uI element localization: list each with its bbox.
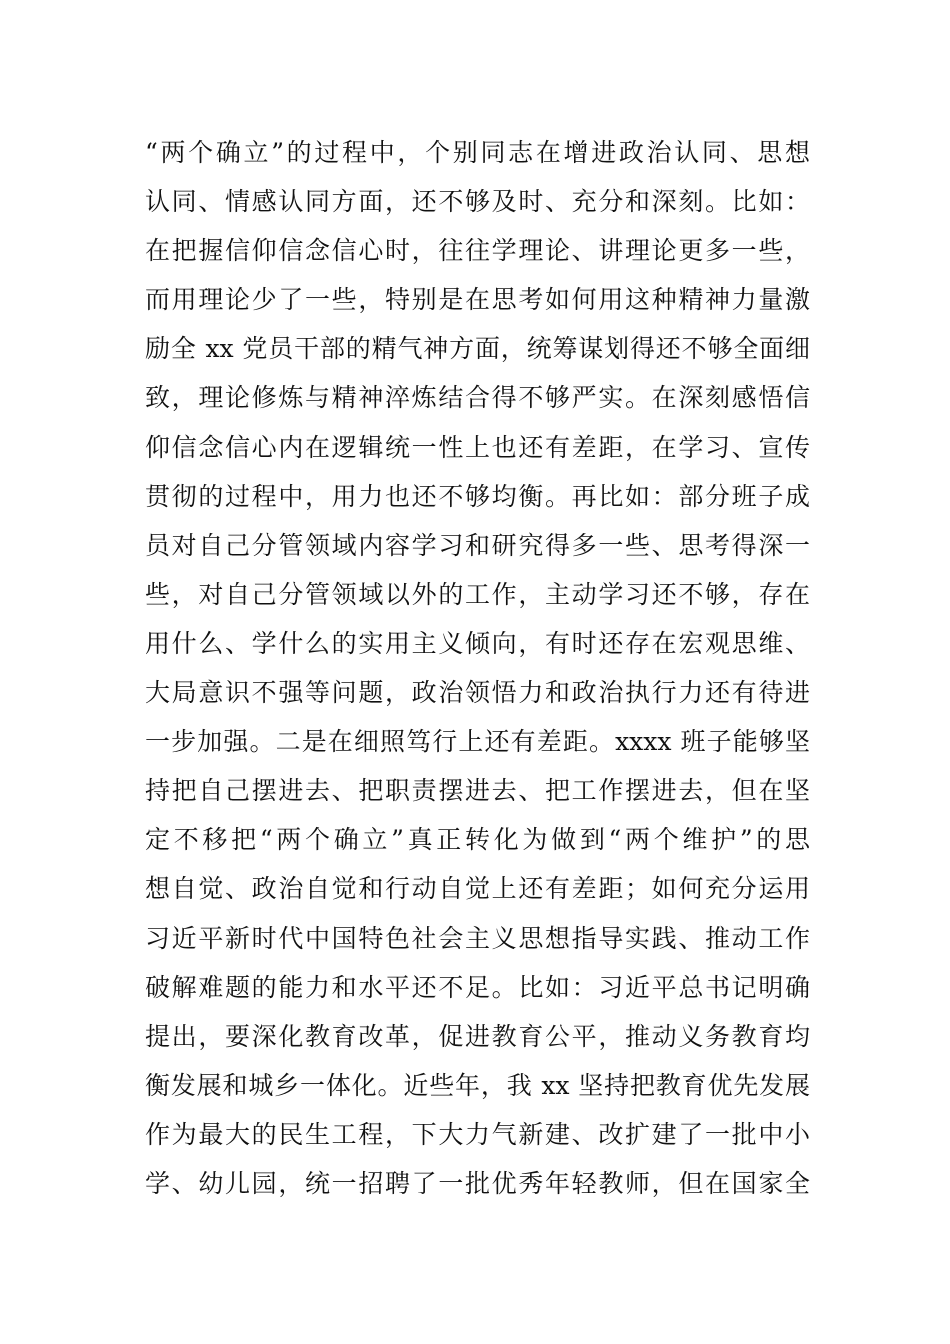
body-text (145, 128, 810, 1208)
text-line: 些，对自己分管领域以外的工作，主动学习还不够，存在 (145, 579, 810, 609)
text-line: 定不移把“两个确立”真正转化为做到“两个维护”的思 (145, 825, 810, 855)
text-line: 员对自己分管领域内容学习和研究得多一些、思考得深一 (145, 530, 810, 560)
text-line: 一步加强。二是在细照笃行上还有差距。xxxx 班子能够坚 (145, 727, 810, 757)
text-line: 习近平新时代中国特色社会主义思想指导实践、推动工作 (145, 923, 810, 953)
text-line: “两个确立”的过程中，个别同志在增进政治认同、思想 (145, 138, 810, 167)
text-line: 贯彻的过程中，用力也还不够均衡。再比如：部分班子成 (145, 481, 810, 511)
text-line: 而用理论少了一些，特别是在思考如何用这种精神力量激 (145, 285, 810, 315)
text-line: 持把自己摆进去、把职责摆进去、把工作摆进去，但在坚 (145, 776, 810, 806)
text-line: 致，理论修炼与精神淬炼结合得不够严实。在深刻感悟信 (145, 383, 810, 413)
text-line: 励全 xx 党员干部的精气神方面，统筹谋划得还不够全面细 (145, 334, 810, 364)
text-line: 想自觉、政治自觉和行动自觉上还有差距；如何充分运用 (145, 874, 810, 904)
text-line: 大局意识不强等问题，政治领悟力和政治执行力还有待进 (145, 678, 810, 708)
text-line: 破解难题的能力和水平还不足。比如：习近平总书记明确 (145, 972, 810, 1002)
text-line: 认同、情感认同方面，还不够及时、充分和深刻。比如： (145, 187, 810, 217)
text-line: 衡发展和城乡一体化。近些年，我 xx 坚持把教育优先发展 (145, 1070, 810, 1100)
text-line: 提出，要深化教育改革，促进教育公平，推动义务教育均 (145, 1021, 810, 1051)
text-line: 用什么、学什么的实用主义倾向，有时还存在宏观思维、 (145, 628, 810, 658)
text-line: 作为最大的民生工程，下大力气新建、改扩建了一批中小 (145, 1119, 810, 1149)
text-line: 在把握信仰信念信心时，往往学理论、讲理论更多一些， (145, 236, 810, 266)
text-line: 仰信念信心内在逻辑统一性上也还有差距，在学习、宣传 (145, 432, 810, 462)
text-line: 学、幼儿园，统一招聘了一批优秀年轻教师，但在国家全 (145, 1168, 810, 1198)
